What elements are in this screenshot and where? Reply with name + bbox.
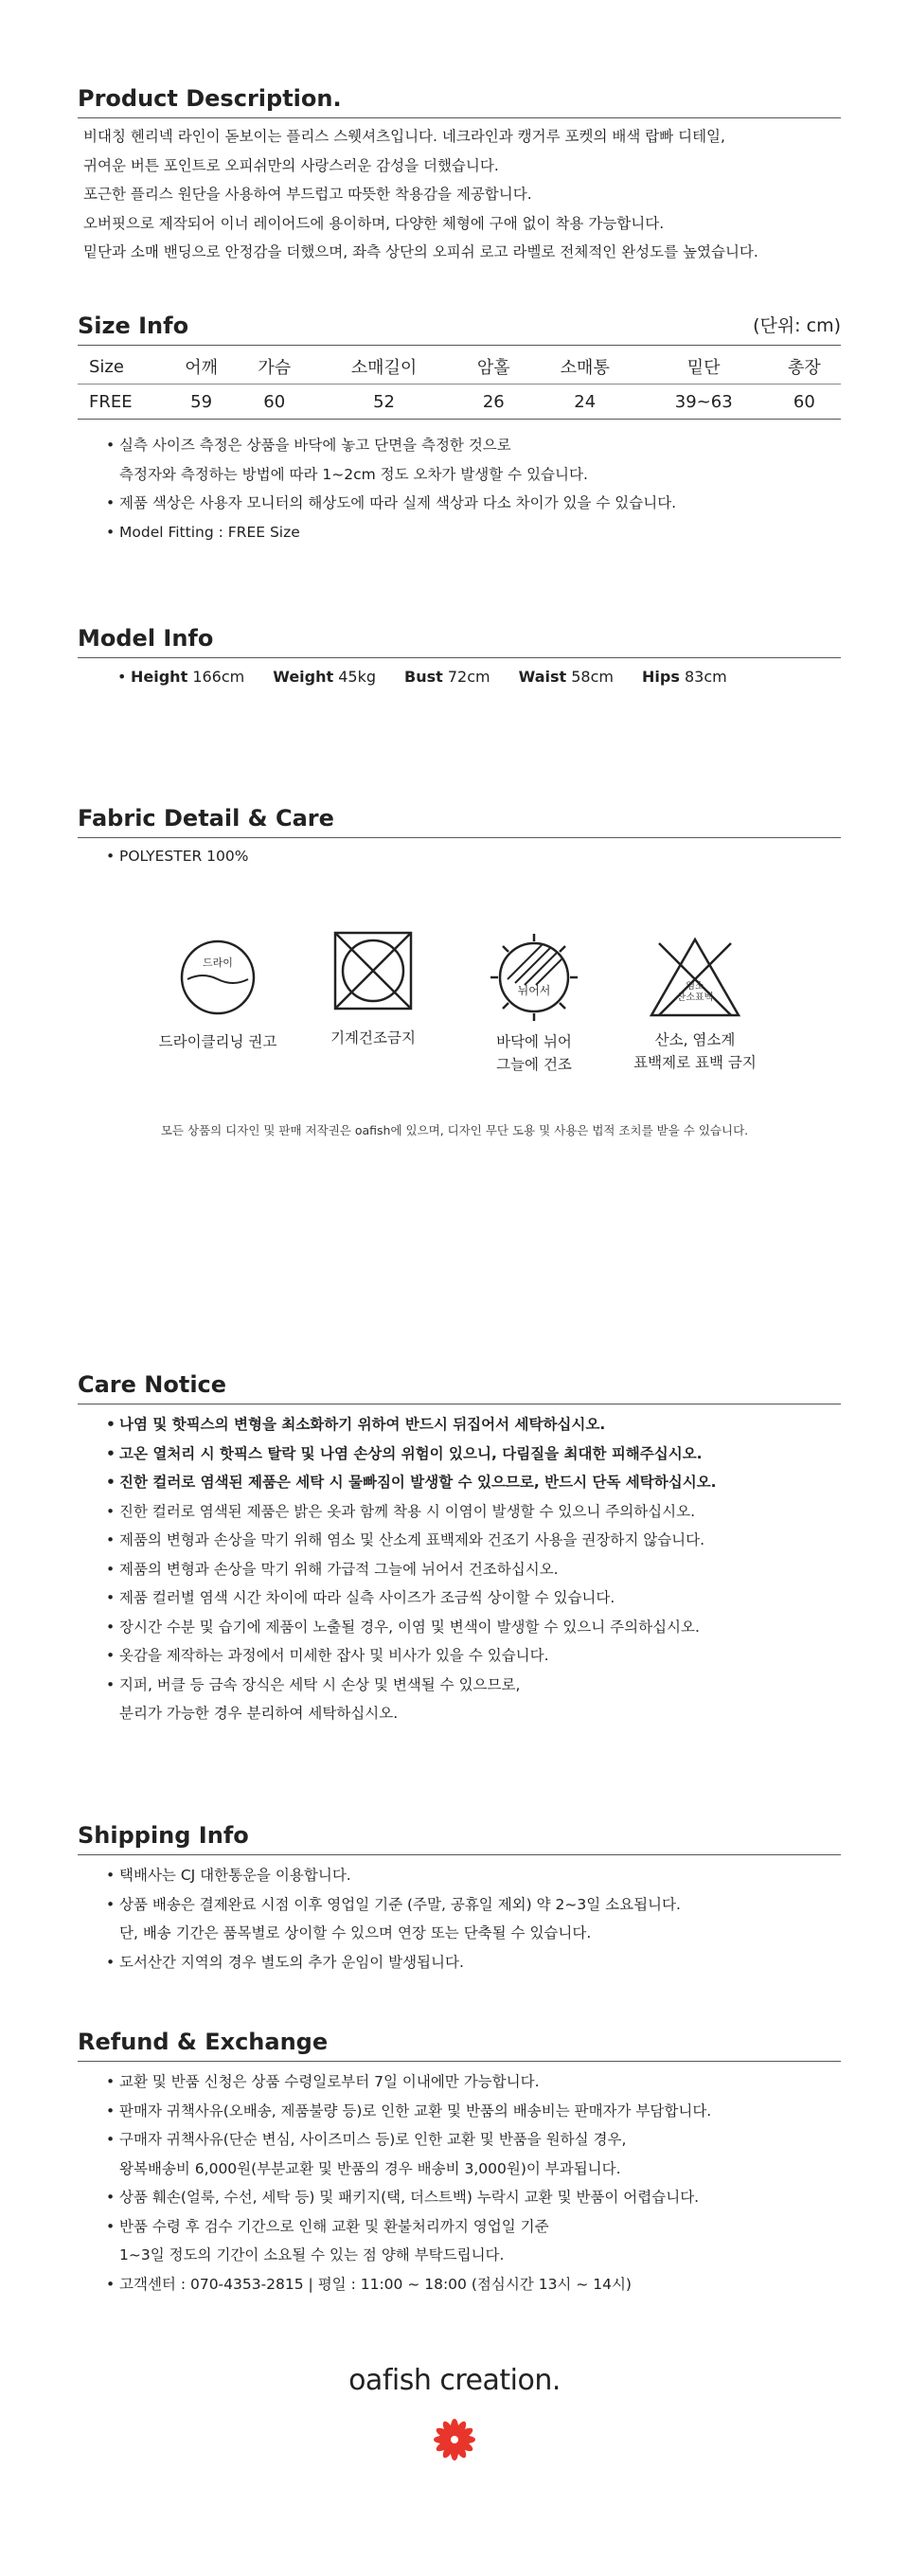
size-header-cell: 소매길이 <box>311 349 456 385</box>
dry-clean-icon-label: 드라이 <box>203 957 233 969</box>
copyright-notice: 모든 상품의 디자인 및 판매 저작권은 oafish에 있으며, 디자인 무단 도용 및 사용은 법적 조치를 받을 수 있습니다. <box>160 1123 749 1137</box>
product-description-title: Product Description. <box>78 85 841 118</box>
refund-item <box>119 2125 841 2183</box>
dry-clean-caption: 드라이클리닝 권고 <box>158 1033 277 1050</box>
size-header-cell: Size <box>78 349 165 385</box>
refund-exchange-title: Refund & Exchange <box>78 2029 841 2062</box>
size-cell: 60 <box>768 385 841 420</box>
description-line: 포근한 플리스 원단을 사용하여 부드럽고 따뜻한 착용감을 제공합니다. <box>83 186 532 203</box>
refund-item: • 판매자 귀책사유(오배송, 제품불량 등)로 인한 교환 및 반품의 배송비는 판매자가 부담합니다. <box>119 2097 841 2126</box>
dry-clean-icon <box>178 938 258 1017</box>
model-hips <box>642 668 727 686</box>
care-icons <box>78 938 841 1136</box>
size-info-title <box>78 313 841 346</box>
model-stat-label: Waist <box>518 668 567 686</box>
model-info-section <box>78 625 841 686</box>
size-note: • 제품 색상은 사용자 모니터의 해상도에 따라 실제 색상과 다소 차이가 있을 수 있습니다. <box>119 489 841 518</box>
care-notice-item: • 진한 컬러로 염색된 제품은 세탁 시 물빠짐이 발생할 수 있으므로, 반드시 단독 세탁하십시오. <box>119 1468 841 1497</box>
shipping-item: • 택배사는 CJ 대한통운을 이용합니다. <box>119 1861 841 1890</box>
size-header-cell: 가슴 <box>238 349 311 385</box>
no-bleach-icon <box>646 934 744 1021</box>
no-bleach-caption-line: 표백제로 표백 금지 <box>633 1054 757 1071</box>
flat-dry-caption-line: 그늘에 건조 <box>496 1056 572 1073</box>
refund-item: • 교환 및 반품 신청은 상품 수령일로부터 7일 이내에만 가능합니다. <box>119 2067 841 2097</box>
care-notice-text: 분리가 가능한 경우 분리하여 세탁하십시오. <box>119 1705 399 1722</box>
care-notice-item: • 나염 및 핫픽스의 변형을 최소화하기 위하여 반드시 뒤집어서 세탁하십시오. <box>119 1410 841 1440</box>
shipping-list <box>78 1861 841 1977</box>
size-info-heading: Size Info <box>78 313 189 339</box>
model-stat-value: 166cm <box>192 668 245 686</box>
size-cell: FREE <box>78 385 165 420</box>
description-line: 비대칭 헨리넥 라인이 돋보이는 플리스 스웻셔츠입니다. 네크라인과 캥거루 포켓의 배색 랍빠 디테일, <box>83 128 725 145</box>
size-header-cell: 밑단 <box>640 349 768 385</box>
customer-center: • 고객센터 : 070-4353-2815 | 평일 : 11:00 ~ 18:00 (점심시간 13시 ~ 14시) <box>119 2270 841 2299</box>
fabric-material: • POLYESTER 100% <box>119 842 841 871</box>
description-line: 밑단과 소매 밴딩으로 안정감을 더했으며, 좌측 상단의 오피쉬 로고 라벨로 전체적인 완성도를 높였습니다. <box>83 243 758 260</box>
no-bleach-item <box>610 934 780 1074</box>
size-header-cell: 어깨 <box>165 349 238 385</box>
size-header-cell: 총장 <box>768 349 841 385</box>
fabric-care-title: Fabric Detail & Care <box>78 805 841 838</box>
care-notice-section <box>78 1371 841 1728</box>
size-note-text: • 실측 사이즈 측정은 상품을 바닥에 놓고 단면을 측정한 것으로 <box>119 437 511 454</box>
size-table <box>78 349 841 420</box>
size-unit: (단위: cm) <box>753 315 841 336</box>
dry-clean-item <box>133 938 303 1053</box>
shipping-info-section <box>78 1822 841 1977</box>
refund-exchange-section <box>78 2029 841 2299</box>
shipping-item <box>119 1890 841 1948</box>
flat-dry-shade-item <box>449 932 619 1076</box>
no-bleach-caption-line: 산소, 염소계 <box>654 1031 736 1048</box>
care-notice-item: • 제품의 변형과 손상을 막기 위해 가급적 그늘에 뉘어서 건조하십시오. <box>119 1555 841 1584</box>
model-weight <box>273 668 376 686</box>
size-note <box>119 431 841 489</box>
model-stat-value: 83cm <box>684 668 727 686</box>
care-notice-item: • 옷감을 제작하는 과정에서 미세한 잡사 및 비사가 있을 수 있습니다. <box>119 1641 841 1671</box>
no-machine-dry-icon <box>330 928 416 1013</box>
care-notice-bold-list <box>78 1410 841 1497</box>
size-info-section <box>78 313 841 546</box>
product-description-text <box>83 122 841 267</box>
care-notice-item: • 장시간 수분 및 습기에 제품이 노출될 경우, 이염 및 변색이 발생할 수 있으니 주의하십시오. <box>119 1613 841 1642</box>
product-description-section <box>78 85 841 267</box>
refund-text: 왕복배송비 6,000원(부분교환 및 반품의 경우 배송비 3,000원)이 부과됩니다. <box>119 2159 621 2177</box>
model-stat-label: Bust <box>404 668 443 686</box>
flat-dry-icon-label: 뉘어서 <box>517 984 551 997</box>
model-info-title: Model Info <box>78 625 841 658</box>
description-line: 귀여운 버튼 포인트로 오피쉬만의 사랑스러운 감성을 더했습니다. <box>83 156 499 174</box>
refund-list <box>78 2067 841 2299</box>
size-header-cell: 소매통 <box>530 349 640 385</box>
size-notes <box>78 431 841 546</box>
model-stat-value: 72cm <box>447 668 490 686</box>
fabric-material-list <box>78 842 841 871</box>
size-header-cell: 암홀 <box>457 349 530 385</box>
refund-text: 1~3일 정도의 기간이 소요될 수 있는 점 양해 부탁드립니다. <box>119 2246 505 2263</box>
no-machine-dry-item <box>288 928 458 1049</box>
care-notice-item: • 제품 컬러별 염색 시간 차이에 따라 실측 사이즈가 조금씩 상이할 수 있습니다. <box>119 1583 841 1613</box>
shipping-text: 단, 배송 기간은 품목별로 상이할 수 있으며 연장 또는 단축될 수 있습니다. <box>119 1924 592 1941</box>
size-cell: 59 <box>165 385 238 420</box>
shipping-text: • 상품 배송은 결제완료 시점 이후 영업일 기준 (주말, 공휴일 제외) 약 2~3일 소요됩니다. <box>119 1895 681 1913</box>
care-notice-item: • 진한 컬러로 염색된 제품은 밝은 옷과 함께 착용 시 이염이 발생할 수 있으니 주의하십시오. <box>119 1497 841 1527</box>
size-table-header-row <box>78 349 841 385</box>
description-line: 오버핏으로 제작되어 이너 레이어드에 용이하며, 다양한 체형에 구애 없이 착용 가능합니다. <box>83 214 665 232</box>
model-height <box>131 668 244 686</box>
size-cell: 26 <box>457 385 530 420</box>
model-waist <box>519 668 614 686</box>
size-cell: 24 <box>530 385 640 420</box>
model-stat-label: Weight <box>273 668 334 686</box>
size-note: • Model Fitting : FREE Size <box>119 518 841 547</box>
shipping-info-title: Shipping Info <box>78 1822 841 1855</box>
flat-dry-caption-line: 바닥에 뉘어 <box>496 1033 572 1050</box>
size-cell: 39~63 <box>640 385 768 420</box>
care-notice-item: • 제품의 변형과 손상을 막기 위해 염소 및 산소계 표백제와 건조기 사용을 권장하지 않습니다. <box>119 1526 841 1555</box>
model-stat-value: 58cm <box>571 668 614 686</box>
flat-dry-shade-icon <box>489 932 579 1023</box>
size-cell: 52 <box>311 385 456 420</box>
brand-logo: oafish creation. <box>348 2364 561 2397</box>
care-notice-text: • 지퍼, 버클 등 금속 장식은 세탁 시 손상 및 변색될 수 있으므로, <box>119 1675 521 1693</box>
refund-text: • 구매자 귀책사유(단순 변심, 사이즈미스 등)로 인한 교환 및 반품을 원하실 경우, <box>119 2131 627 2148</box>
care-notice-title: Care Notice <box>78 1371 841 1404</box>
model-stat-label: Hips <box>642 668 680 686</box>
care-notice-list <box>78 1497 841 1728</box>
model-stat-label: Height <box>131 668 188 686</box>
size-note-text: 측정자와 측정하는 방법에 따라 1~2cm 정도 오차가 발생할 수 있습니다. <box>119 465 588 483</box>
size-table-row <box>78 385 841 420</box>
care-notice-item <box>119 1671 841 1728</box>
flower-logo-icon <box>432 2417 477 2462</box>
model-stat-value: 45kg <box>338 668 377 686</box>
no-bleach-icon-label: 산소표백 <box>676 993 714 1003</box>
refund-text: • 반품 수령 후 검수 기간으로 인해 교환 및 환불처리까지 영업일 기준 <box>119 2217 549 2235</box>
fabric-care-section <box>78 805 841 1127</box>
model-stats <box>131 668 841 686</box>
size-cell: 60 <box>238 385 311 420</box>
no-machine-dry-caption: 기계건조금지 <box>330 1029 416 1046</box>
refund-item <box>119 2212 841 2270</box>
no-bleach-icon-label: 염소 <box>686 981 704 992</box>
refund-item: • 상품 훼손(얼룩, 수선, 세탁 등) 및 패키지(택, 더스트백) 누락시 교환 및 반품이 어렵습니다. <box>119 2183 841 2212</box>
model-bust <box>404 668 490 686</box>
shipping-item: • 도서산간 지역의 경우 별도의 추가 운임이 발생됩니다. <box>119 1948 841 1977</box>
no-bleach-caption <box>610 1029 780 1074</box>
flat-dry-caption <box>449 1030 619 1076</box>
care-notice-item: • 고온 열처리 시 핫픽스 탈락 및 나염 손상의 위험이 있으니, 다림질을 최대한 피해주십시오. <box>119 1440 841 1469</box>
